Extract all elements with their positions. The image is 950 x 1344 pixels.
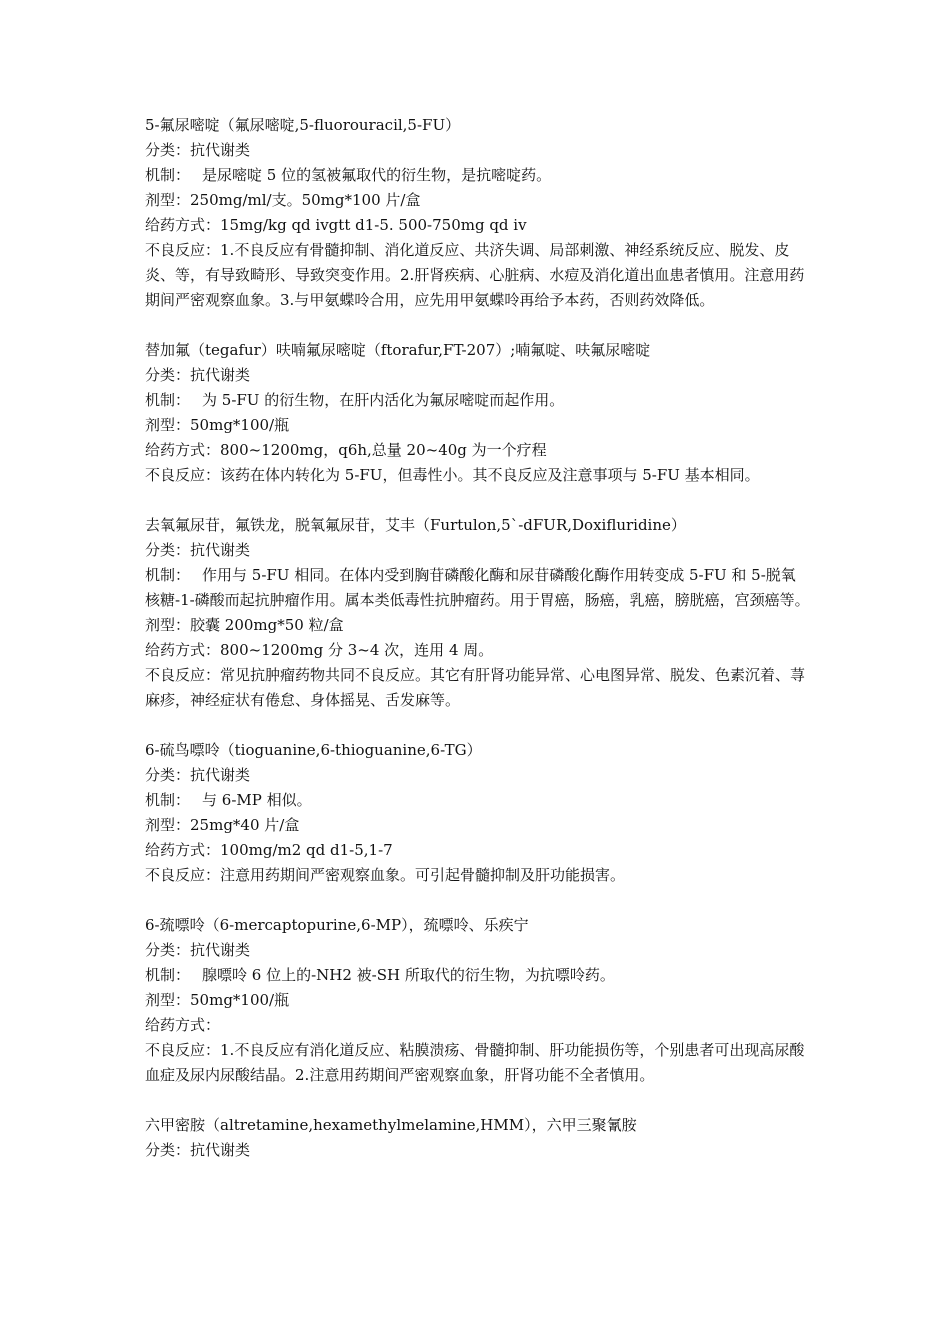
drug-category (145, 1138, 810, 1163)
drug-category (145, 938, 810, 963)
line-text: 是尿嘧啶 5 位的氢被氟取代的衍生物，是抗嘧啶药。 (202, 166, 552, 184)
line-label: 分类： (145, 366, 191, 384)
line-text: 25mg*40 片/盒 (190, 816, 300, 834)
drug-dosage-form (145, 413, 810, 438)
line-text: 15mg/kg qd ivgtt d1-5. 500-750mg qd iv (220, 216, 527, 234)
line-label: 剂型： (145, 416, 191, 434)
line-text: 为 5-FU 的衍生物，在肝内活化为氟尿嘧啶而起作用。 (202, 391, 565, 409)
line-label: 不良反应： (145, 1041, 221, 1059)
line-text: 100mg/m2 qd d1-5,1-7 (220, 841, 393, 859)
line-label: 给药方式： (145, 641, 221, 659)
drug-category (145, 138, 810, 163)
drug-mechanism (145, 163, 810, 188)
line-label: 分类： (145, 1141, 191, 1159)
drug-dosage-form (145, 988, 810, 1013)
drug-category (145, 363, 810, 388)
drug-entry (145, 738, 810, 888)
drug-title: 去氧氟尿苷，氟铁龙，脱氧氟尿苷，艾丰（Furtulon,5`-dFUR,Doxifluridine） (145, 516, 686, 534)
line-label: 剂型： (145, 991, 191, 1009)
drug-title: 6-巯嘌呤（6-mercaptopurine,6-MP），巯嘌呤、乐疾宁 (145, 916, 529, 934)
line-label: 给药方式： (145, 441, 221, 459)
drug-category (145, 763, 810, 788)
line-label: 机制： (145, 966, 191, 984)
line-text: 腺嘌呤 6 位上的-NH2 被-SH 所取代的衍生物，为抗嘌呤药。 (202, 966, 615, 984)
drug-adverse-reactions (145, 463, 810, 488)
line-text: 抗代谢类 (190, 1141, 251, 1159)
line-label: 不良反应： (145, 866, 221, 884)
line-label: 给药方式： (145, 1016, 221, 1034)
drug-dosage-form (145, 813, 810, 838)
line-label: 给药方式： (145, 216, 221, 234)
line-label: 不良反应： (145, 666, 221, 684)
drug-administration (145, 638, 810, 663)
line-text: 抗代谢类 (190, 366, 251, 384)
drug-entry (145, 913, 810, 1088)
drug-mechanism (145, 963, 810, 988)
line-label: 不良反应： (145, 241, 221, 259)
line-text: 1.不良反应有骨髓抑制、消化道反应、共济失调、局部刺激、神经系统反应、脱发、皮炎、等，有导致畸形、导致突变作用。2.肝肾疾病、心脏病、水痘及消化道出血患者慎用。注意用药期间严密观察血象。3.与甲氨蝶呤合用，应先用甲氨蝶呤再给予本药，否则药效降低。 (145, 241, 805, 309)
line-label: 分类： (145, 541, 191, 559)
document-page (145, 113, 810, 1163)
line-label: 给药方式： (145, 841, 221, 859)
drug-adverse-reactions (145, 663, 810, 713)
line-text: 50mg*100/瓶 (190, 416, 290, 434)
line-text: 抗代谢类 (190, 141, 251, 159)
drug-adverse-reactions (145, 1038, 810, 1088)
line-text: 抗代谢类 (190, 941, 251, 959)
drug-administration (145, 213, 810, 238)
drug-entry (145, 338, 810, 488)
line-label: 机制： (145, 566, 191, 584)
line-text: 1.不良反应有消化道反应、粘膜溃疡、骨髓抑制、肝功能损伤等，个别患者可出现高尿酸血症及尿内尿酸结晶。2.注意用药期间严密观察血象，肝肾功能不全者慎用。 (145, 1041, 805, 1084)
drug-entry (145, 113, 810, 313)
line-label: 剂型： (145, 191, 191, 209)
drug-adverse-reactions (145, 863, 810, 888)
line-label: 机制： (145, 166, 191, 184)
line-text: 常见抗肿瘤药物共同不良反应。其它有肝肾功能异常、心电图异常、脱发、色素沉着、荨麻疹，神经症状有倦怠、身体摇晃、舌发麻等。 (145, 666, 806, 709)
line-label: 机制： (145, 791, 191, 809)
line-label: 分类： (145, 766, 191, 784)
drug-administration (145, 1013, 810, 1038)
drug-title: 6-硫鸟嘌呤（tioguanine,6-thioguanine,6-TG） (145, 741, 482, 759)
line-text: 胶囊 200mg*50 粒/盒 (190, 616, 344, 634)
drug-dosage-form (145, 613, 810, 638)
drug-title: 六甲密胺（altretamine,hexamethylmelamine,HMM），六甲三聚氰胺 (145, 1116, 637, 1134)
drug-administration (145, 438, 810, 463)
line-text: 800~1200mg 分 3~4 次，连用 4 周。 (220, 641, 494, 659)
line-label: 剂型： (145, 816, 191, 834)
drug-mechanism (145, 788, 810, 813)
line-text: 800~1200mg，q6h,总量 20~40g 为一个疗程 (220, 441, 547, 459)
line-text: 该药在体内转化为 5-FU，但毒性小。其不良反应及注意事项与 5-FU 基本相同。 (220, 466, 760, 484)
line-text: 注意用药期间严密观察血象。可引起骨髓抑制及肝功能损害。 (220, 866, 626, 884)
drug-entry (145, 1113, 810, 1163)
line-label: 剂型： (145, 616, 191, 634)
line-text: 与 6-MP 相似。 (202, 791, 312, 809)
line-text: 作用与 5-FU 相同。在体内受到胸苷磷酸化酶和尿苷磷酸化酶作用转变成 5-FU 和 5-脱氧核糖-1-磷酸而起抗肿瘤作用。属本类低毒性抗肿瘤药。用于胃癌，肠癌，乳癌，膀胱癌，宫颈癌等。 (145, 566, 810, 609)
line-label: 分类： (145, 141, 191, 159)
drug-dosage-form (145, 188, 810, 213)
drug-mechanism (145, 563, 810, 613)
drug-title: 替加氟（tegafur）呋喃氟尿嘧啶（ftorafur,FT-207）;喃氟啶、呋氟尿嘧啶 (145, 341, 651, 359)
drug-entry (145, 513, 810, 713)
line-label: 不良反应： (145, 466, 221, 484)
line-label: 机制： (145, 391, 191, 409)
drug-mechanism (145, 388, 810, 413)
line-text: 抗代谢类 (190, 766, 251, 784)
drug-category (145, 538, 810, 563)
line-text: 50mg*100/瓶 (190, 991, 290, 1009)
drug-administration (145, 838, 810, 863)
line-text: 250mg/ml/支。50mg*100 片/盒 (190, 191, 421, 209)
line-text: 抗代谢类 (190, 541, 251, 559)
line-label: 分类： (145, 941, 191, 959)
drug-adverse-reactions (145, 238, 810, 313)
drug-title: 5-氟尿嘧啶（氟尿嘧啶,5-fluorouracil,5-FU） (145, 116, 461, 134)
